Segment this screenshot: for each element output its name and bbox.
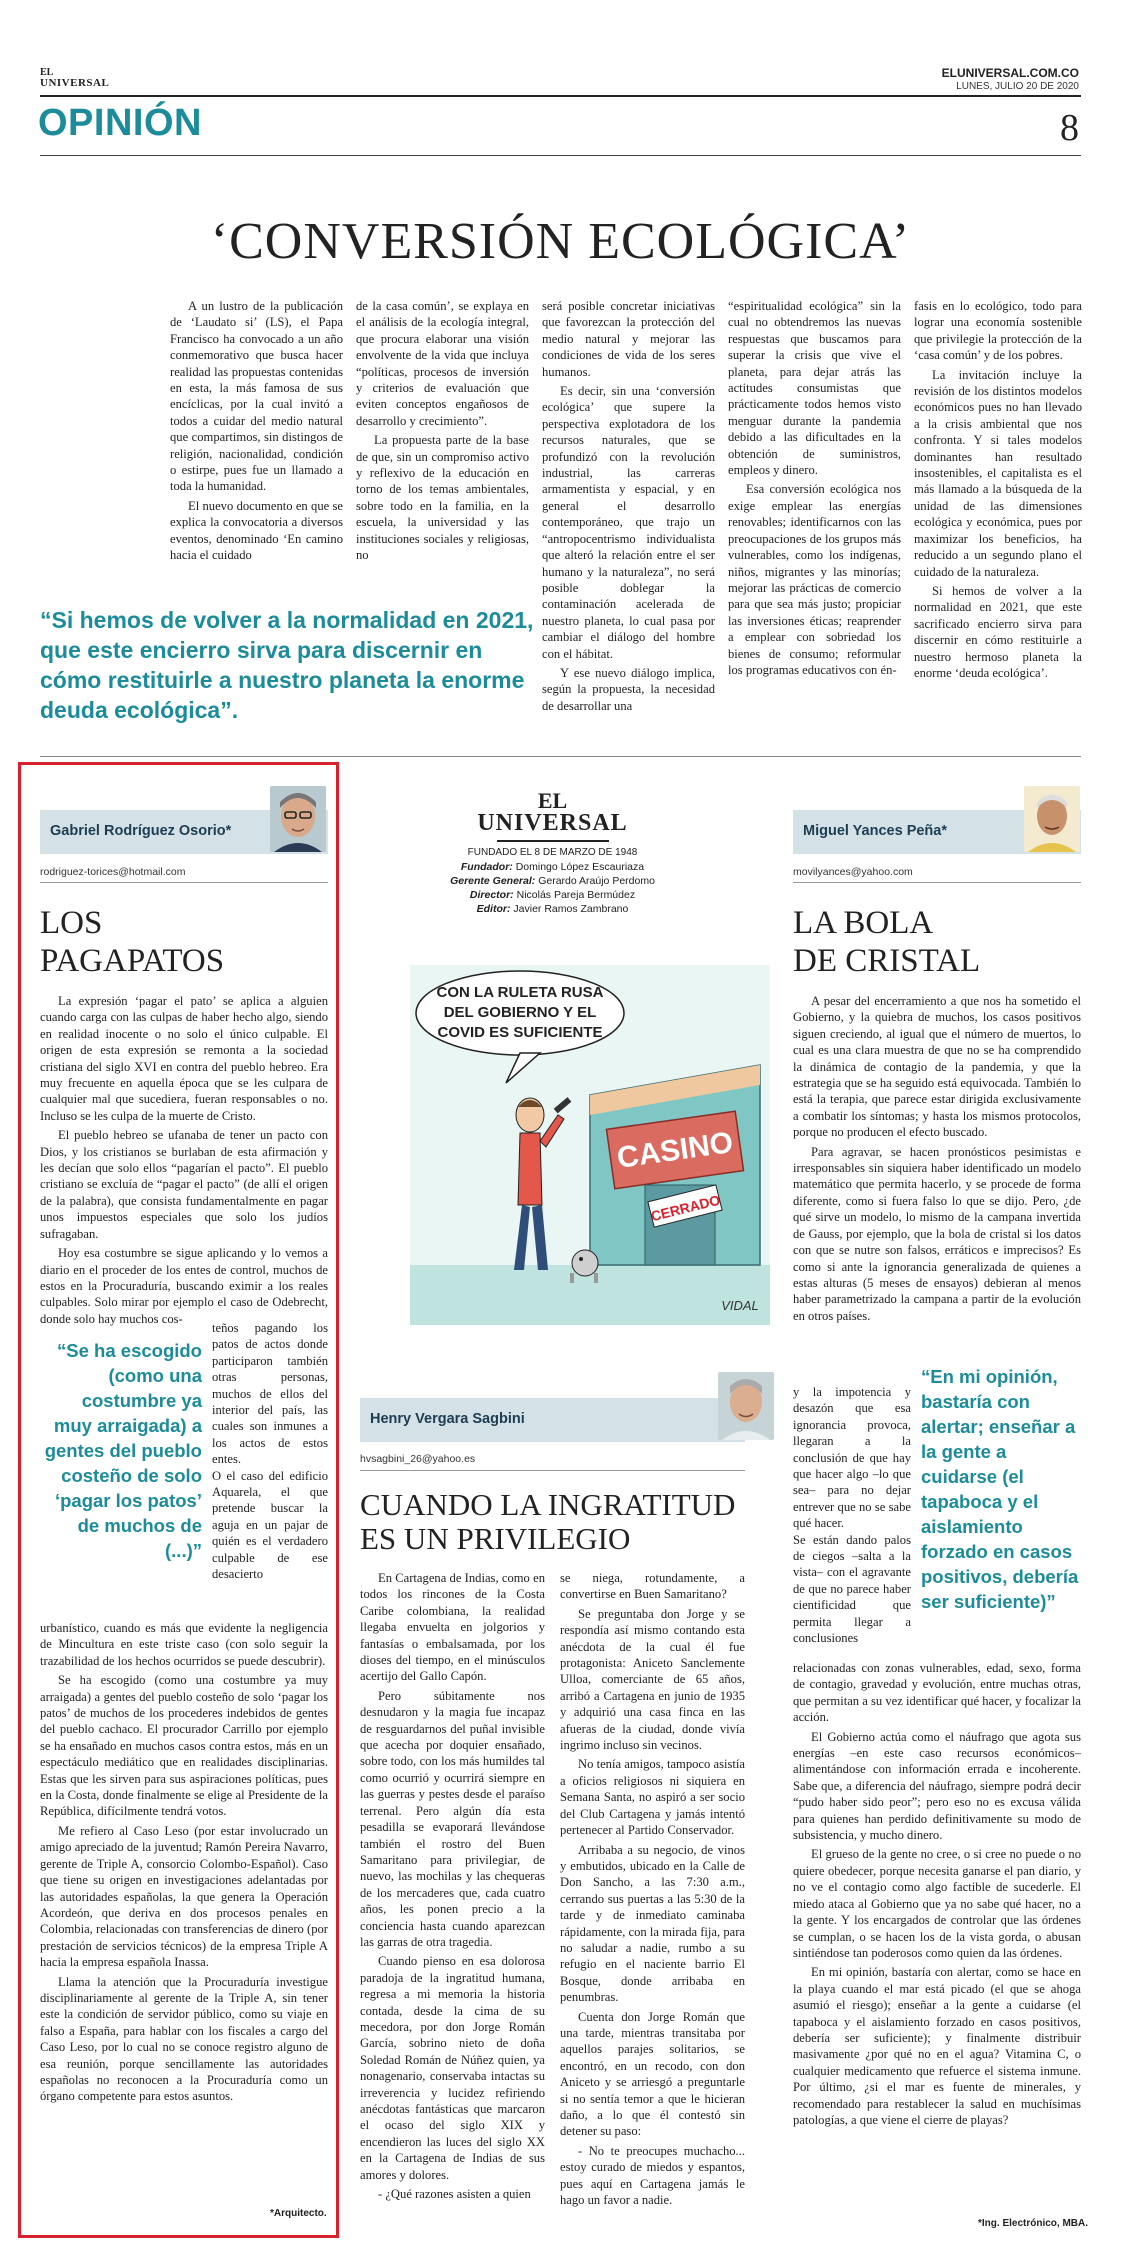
left-article-side: teños pagando los patos de actos donde participaron también otras personas, muchos de ellos del interior del país, las cuales son inmunes a los actos de estos entes. O el caso del edificio Aquarela, el que pretende buscar la aguja en un pajar de quién es el verdadero culpable de ese desacierto <box>212 1321 328 1582</box>
portrait-icon <box>718 1372 774 1440</box>
right-article-side: y la impotencia y desazón que esa ignorancia provoca, llegaran a la conclusión de que hay que hacer algo –lo que sea– para no dejar entrever que no se sabe qué hacer. Se están dando palos de ciegos –salta a la vista– con el agravante de que no parece haber cientificidad que permita llegar a conclusiones <box>793 1385 911 1646</box>
right-rule <box>793 882 1081 883</box>
left-pullquote: “Se ha escogido (como una costumbre ya muy arraigada) a gentes del pueblo costeño de solo ‘pagar los patos’ de muchos de (...)” <box>44 1340 202 1561</box>
author-photo-right <box>1024 786 1080 852</box>
right-article-title: LA BOLA DE CRISTAL <box>793 905 981 979</box>
author-band-middle <box>360 1398 745 1442</box>
editorial-col-1: A un lustro de la publicación de ‘Laudato si’ (LS), el Papa Francisco ha convocado a un año conmemorativo que busca hacer realidad las propuestas contenidas en esta, la más famosa de sus encíclicas, por la cual invitó a todos a cuidar del medio natural que compartimos, sin distingos de religión, nacionalidad, condición o estirpe, pues fue un llamado a toda la humanidad. El nuevo documento en que se explica la convocatoria a diversos eventos, denominado ‘En camino hacia el cuidado <box>170 299 343 563</box>
editorial-col-2: de la casa común’, se explaya en el análisis de la ecología integral, que procura elaborar una visión envolvente de la vida que incluya “políticas, procesos de inversión y criterios de evaluación que eviten conceptos engañosos de desarrollo y crecimiento”. La propuesta parte de la base de que, sin un compromiso activo y reflexivo de la educación en torno de los temas ambientales, sobre todo en la familia, en la escuela, la universidad y las instituciones sociales y religiosas, no <box>356 299 529 563</box>
author-photo-middle <box>718 1372 774 1440</box>
issue-date: LUNES, JULIO 20 DE 2020 <box>956 81 1079 92</box>
left-footnote: *Arquitecto. <box>270 2208 327 2219</box>
bubble-text-3: COVID ES SUFICIENTE <box>437 1024 603 1041</box>
portrait-icon <box>1024 786 1080 852</box>
header-rule <box>40 95 1081 97</box>
right-pullquote: “En mi opinión, bastaría con alertar; enseñar a la gente a cuidarse (el tapaboca y el aislamiento forzado en casos positivos, debería ser suficiente)” <box>921 1366 1079 1612</box>
editorial-col-3: será posible concretar iniciativas que favorezcan la protección del medio natural y mejorar las condiciones de vida de los seres humanos. Es decir, sin una ‘conversión ecológica’ que supere la perspectiva explotadora de los recursos naturales, que se profundizó con la revolución industrial, las carreras armamentista y espacial, y en general el desarrollo contemporáneo, que trajo un “antropocentrismo individualista que alteró la relación entre el ser humano y la naturaleza”, no será posible doblegar la contaminación acelerada de nuestro planeta, lo cual pasa por cambiar el diálogo del hombre con el hábitat. Y ese nuevo diálogo implica, según la propuesta, la necesidad de desarrollar una <box>542 299 715 713</box>
author-email-left[interactable]: rodriguez-torices@hotmail.com <box>40 866 186 878</box>
section-divider <box>40 756 1081 757</box>
author-photo-left <box>270 786 326 852</box>
author-email-right[interactable]: movilyances@yahoo.com <box>793 866 913 878</box>
page-number: 8 <box>1060 107 1079 149</box>
masthead-rule <box>497 840 609 842</box>
right-article-bottom: relacionadas con zonas vulnerables, edad, sexo, forma de contagio, gravedad y evolución, entre muchas otras, que permitan a su vez identificar qué hacer, y focalizar la acción. El Gobierno actúa como el náufrago que agota sus energías –en este caso recursos económicos– alimentándose con información errada e incoherente. Sabe que, a diferencia del náufrago, siempre podrá decir “pudo haber sido peor”; pero eso no es excusa válida para quienes han perdido definitivamente su modo de subsistencia, y mucho dinero. El grueso de la gente no cree, o si cree no puede o no quiere obedecer, porque necesita ganarse el pan diario, y no ve el contagio como algo factible de sucederle. El miedo ataca al Gobierno que ya no sabe qué hacer, no a la gente. Y los encargados de controlar que las órdenes se cumplan, o se hacen los de la vista gorda, o abusan sintiéndose tan poderosos como quien da las órdenes. En mi opinión, bastaría con alertar, como se hace en la playa cuando el mar está picado (el que se ahoga asumió el riesgo); enseñar a la gente a cuidarse (el tapaboca y el aislamiento forzado en casos positivos, debería ser suficiente); y finalmente distribuir masivamente ¿por qué no en el agua? Vitamina C, o cualquier medicamento que refuerce el sistema inmune. Por último, ¿si el mar es fuente de minerales, y recomendado para restablecer la salud en muchísimas patologías, a que viene el cierre de playas? <box>793 1661 1081 2127</box>
left-rule <box>40 882 328 883</box>
casino-sign: CASINO <box>614 1126 736 1175</box>
editorial-col-4: “espiritualidad ecológica” sin la cual no obtendremos las nuevas respuestas que buscamos para superar la crisis que vive el planeta, para dejar atrás las actitudes consumistas que prácticamente todos hemos visto menguar durante la pandemia debido a las dificultades en la obtención de suministros, empleos y dinero. Esa conversión ecológica nos exige emplear las energías renovables; identificarnos con las preocupaciones de los grupos más vulnerables, como los indígenas, niños, migrantes y las minorías; mejorar las prácticas de comercio para que sea más justo; propiciar las inversiones éticas; reaprender a emplear con sobriedad los bienes de consumo; reformular los programas educativos con én- <box>728 299 901 677</box>
bubble-text-2: DEL GOBIERNO Y EL <box>443 1004 597 1021</box>
editorial-pullquote: “Si hemos de volver a la normalidad en 2021, que este encierro sirva para discernir en cómo restituirle a nuestro planeta la enorme deuda ecológica”. <box>40 607 534 723</box>
middle-article-col-1: En Cartagena de Indias, como en todos los rincones de la Costa Caribe colombiana, la realidad llegaba envuelta en jolgorios y fantasías o embalsamada, por los dioses del tiempo, en el minúsculos acertijo del Gallo Capón. Pero súbitamente nos desnudaron y la magia fue incapaz de resguardarnos del puñal invisible que acecha por doquier ensañado, sobre todo, con los más humildes tal como ocurrió y ocurrirá siempre en las guerras y pestes desde el paraíso terrenal. Pero algún día esta pesadilla se evaporará llevándose también el rostro del Buen Samaritano para privilegiar, de nuevo, las mochilas y las chequeras de los mercaderes que, cada cuatro años, les ponen precio a la conciencia hasta cuando aparezcan las garras de otra tragedia. Cuando pienso en esa dolorosa paradoja de la ingratitud humana, regresa a mi memoria la historia contada, desde la cima de su mecedora, por don Jorge Román García, sobrino nieto de doña Soledad Román de Núñez quien, ya nonagenario, conservaba intactas su irreverencia y lucidez refiriendo anécdotas fantásticas que marcaron el ocaso del siglo XIX y encendieron las luces del siglo XX en la Cartagena de Indias de sus amores y dolores. - ¿Qué razones asisten a quien <box>360 1571 545 2202</box>
middle-article-title: CUANDO LA INGRATITUD ES UN PRIVILEGIO <box>360 1487 736 1556</box>
author-email-middle[interactable]: hvsagbini_26@yahoo.es <box>360 1453 476 1465</box>
author-name-right: Miguel Yances Peña* <box>803 823 947 839</box>
bubble-text-1: CON LA RULETA RUSA <box>436 984 604 1001</box>
right-footnote: *Ing. Electrónico, MBA. <box>978 2218 1089 2229</box>
left-article-top: La expresión ‘pagar el pato’ se aplica a alguien cuando carga con las culpas de haber hecho algo, siendo en realidad inocente o no solo el único culpable. El origen de esta expresión se remonta a la sociedad cristiana del siglo XVI en contra del pueblo hebreo. Era muy frecuente en aquella época que se les culpara de cualquier mal que sucediera, fueran responsables o no. Incluso se les culpa de la muerte de Cristo. El pueblo hebreo se ufanaba de tener un pacto con Dios, y los cristianos se burlaban de esta afirmación y les decían que solo ellos “pagarían el pacto”. El pueblo cristiano se excluía de “pagar el pacto” (de allí el origen de la palabra), que consista fundamentalmente en pagar unos impuestos especiales que solo los judíos sufragaban. Hoy esa costumbre se sigue aplicando y lo vemos a diario en el proceder de los entes de control, muchos de estos en la Procuraduría, buscando eximir a los reales culpables. Solo mirar por ejemplo el caso de Odebrecht, donde solo hay muchos cos- <box>40 994 328 1326</box>
right-article-top: A pesar del encerramiento a que nos ha sometido el Gobierno, y la quiebra de muchos, los casos positivos siguen creciendo, al igual que el número de muertos, lo cual es una clara muestra de que no se ha comprendido la dinámica de contagio de la pandemia, y que la estrategia que se ha seguido está equivocada. También lo está la terapia, que parece estar dirigida exclusivamente a combatir los síntomas; y hasta los mismos protocolos, porque no producen el efecto buscado. Para agravar, se hacen pronósticos pesimistas e irresponsables sin siquiera haber identificado un modelo matemático que permita hacerlo, y se procede de forma diferente, como si fuera falso lo que se dijo. Pero, ¿de qué sirve un modelo, lo mismo de la campana invertida de Gauss, por ejemplo, que la bola de cristal si los datos con que se nutre son falsos, erráticos e imprecisos? Es como si ante la ignorancia generalizada de quienes a estas alturas (5 meses de ensayos) debieran al menos haber parametrizado la campana a partir de la evolución en otros países. <box>793 994 1081 1323</box>
left-article-bottom: urbanístico, cuando es más que evidente la negligencia de Mincultura en este triste caso (con solo seguir la trazabilidad de los hechos ocurridos se puede descubrir). Se ha escogido (como una costumbre ya muy arraigada) a gentes del pueblo costeño de solo ‘pagar los patos’ de muchos de los procederes indebidos de gentes del pueblo cachaco. El procurador Carrillo por ejemplo se ha ensañado en muchos casos contra estos, más en un espectáculo mediático que en realidades disciplinarias. Estas que les sirven para sus aspiraciones políticas, pues en la Costa, donde finalmente se elige al Presidente de la República, difícilmente tendrá votos. Me refiero al Caso Leso (por estar involucrado un amigo apreciado de la juventud; Ramón Pereira Navarro, gerente de Triple A, consorcio Colombo-Español). Caso que tiene su origen en investigaciones adelantadas por las autoridades españolas, la que genera la Operación Acordeón, que deriva en dos procesos penales en Colombia, relacionadas con transferencias de dinero (por prestación de servicios técnicos) de la empresa Triple A hacia la empresa española Inassa. Llama la atención que la Procuraduría investigue disciplinariamente al gerente de la Triple A, sin tener este la condición de servidor público, como su viaje en falso a España, para hablar con los fiscales a cargo del Caso Leso, por lo cual no se conoce registro alguno de esa reunión, porque sencillamente las autoridades españolas no reconocen a la Procuraduría como un órgano competente para estos asuntos. <box>40 1621 328 2104</box>
editorial-cartoon <box>410 965 770 1325</box>
header-logo: EL UNIVERSAL <box>40 67 110 89</box>
cartoonist-signature: VIDAL <box>721 1298 759 1313</box>
editorial-col-5: fasis en lo ecológico, todo para lograr una economía sostenible que privilegie la protección de la ‘casa común’ y de los pobres. La invitación incluye la revisión de los distintos modelos económicos pues no han llevado a la crisis ambiental que nos confronta. Y si tales modelos dominantes han resultado insostenibles, el capitalista es el más llamado a la búsqueda de la unidad de las dimensiones ecológica y económica, pues por maximizar los beneficios, ha reducido a un segundo plano el cuidado de la naturaleza. Si hemos de volver a la normalidad en 2021, que este sacrificado encierro sirva para discernir en cómo restituirle a nuestro hermoso planeta la enorme ‘deuda ecológica’. <box>914 299 1082 680</box>
middle-article-col-2: se niega, rotundamente, a convertirse en Buen Samaritano? Se preguntaba don Jorge y se respondía así mismo contando esta anécdota de la cual él fue protagonista: Aniceto Sanclemente Ulloa, comerciante de 65 años, arribó a Cartagena en junio de 1935 y adquirió una casa finca en las afueras de la ciudad, donde vivía ingrimo incluso sin vecinos. No tenía amigos, tampoco asistía a oficios religiosos ni siquiera en Semana Santa, no aspiró a ser socio del Club Cartagena y jamás intentó pertenecer al Partido Conservador. Arribaba a su negocio, de vinos y embutidos, ubicado en la Calle de Don Sancho, a las 7:30 a.m., cerrando sus puertas a las 5:30 de la tarde y de inmediato caminaba rápidamente, con la mirada fija, para no saludar a nadie, rumbo a su refugio en el naciente barrio El Bosque, donde arribaba en penumbras. Cuenta don Jorge Román que una tarde, mientras transitaba por aquellos parajes solitarios, se encontró, en un recodo, con don Aniceto y se arriesgó a preguntarle si no sentía temor a que le hicieran daño, a lo que él contestó sin detener su paso: - No te preocupes muchacho... estoy curado de miedos y espantos, pues aquí en Cartagena jamás le hago un favor a nadie. <box>560 1571 745 2208</box>
author-name-middle: Henry Vergara Sagbini <box>370 1411 525 1427</box>
editorial-title: ‘CONVERSIÓN ECOLÓGICA’ <box>210 213 911 270</box>
left-article-title: LOS PAGAPATOS <box>40 905 225 979</box>
masthead-info: FUNDADO EL 8 DE MARZO DE 1948 Fundador: Domingo López Escauriaza Gerente General: Gerardo Araújo Perdomo Director: Nicolás Pareja Bermúdez Editor: Javier Ramos Zambrano <box>450 847 655 915</box>
author-name-left: Gabriel Rodríguez Osorio* <box>50 823 232 839</box>
section-title: OPINIÓN <box>38 102 202 144</box>
middle-rule <box>360 1470 745 1471</box>
closed-sign: CERRADO <box>649 1191 722 1225</box>
portrait-icon <box>270 786 326 852</box>
header-rule-2 <box>40 155 1081 156</box>
masthead-logo: EL UNIVERSAL <box>477 788 628 836</box>
cartoon-illustration <box>410 965 770 1325</box>
site-url: ELUNIVERSAL.COM.CO <box>941 66 1079 80</box>
